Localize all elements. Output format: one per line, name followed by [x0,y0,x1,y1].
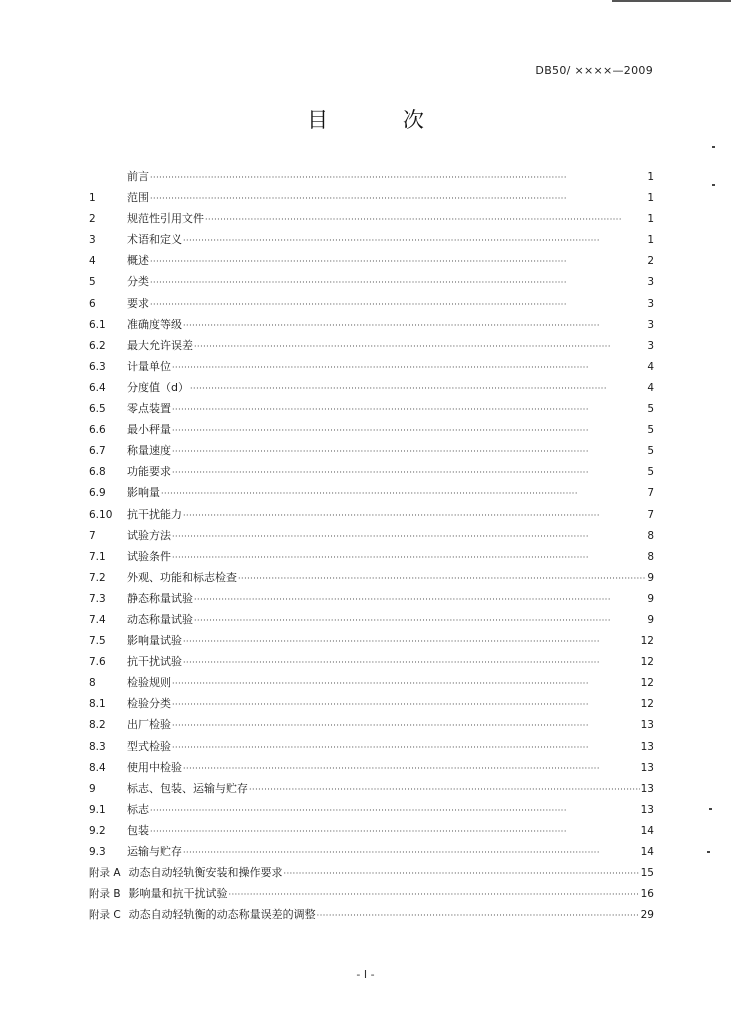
toc-entry-page: 7 [647,487,654,500]
toc-entry-title: 试验条件 [127,549,171,563]
toc-leader-dots [150,272,646,292]
toc-entry-number: 6.1 [89,318,106,331]
toc-entry[interactable] [89,630,654,651]
toc-leader-dots [183,631,640,651]
toc-entry-number: 8.2 [89,719,106,732]
toc-entry[interactable] [89,187,654,208]
toc-entry-number: 9 [89,782,96,795]
toc-leader-dots [190,378,646,398]
toc-leader-dots [229,884,640,904]
toc-entry[interactable] [89,166,654,187]
toc-entry[interactable] [89,335,654,356]
toc-entry-page: 9 [647,571,654,584]
toc-leader-dots [317,905,640,925]
toc-entry-number: 9.3 [89,846,106,858]
toc-entry-number: 5 [89,276,96,289]
toc-entry-page: 13 [640,761,654,774]
toc-entry-page: 1 [647,192,654,205]
toc-entry-page: 13 [640,740,654,753]
toc-entry[interactable] [89,672,654,693]
toc-entry[interactable] [89,314,654,335]
toc-entry-title: 计量单位 [127,359,171,373]
toc-entry[interactable] [89,229,654,250]
toc-entry-number: 7.5 [89,635,106,648]
toc-entry-title: 抗干扰能力 [127,507,182,521]
toc-entry-page: 12 [640,698,654,711]
toc-entry-number: 6.3 [89,360,106,373]
toc-leader-dots [150,251,646,271]
toc-entry[interactable] [89,904,654,925]
toc-leader-dots [194,610,646,630]
toc-entry-number: 7.2 [89,571,106,584]
toc-entry-title: 零点装置 [127,402,171,416]
toc-leader-dots [194,336,646,356]
toc-entry-number: 7.6 [89,656,106,669]
toc-leader-dots [238,568,646,588]
toc-entry-page: 12 [640,635,654,648]
scan-speck [712,184,715,186]
toc-entry-number: 6.6 [89,424,106,437]
toc-entry-page: 14 [640,824,654,837]
toc-entry-title: 标志、包装、运输与贮存 [127,781,248,795]
toc-leader-dots [284,863,640,883]
toc-entry-page: 13 [640,782,654,795]
toc-entry[interactable] [89,250,654,271]
toc-entry-title: 规范性引用文件 [127,212,204,226]
toc-entry-title: 功能要求 [127,465,171,479]
toc-leader-dots [172,420,646,440]
toc-entry[interactable] [89,356,654,377]
toc-entry-title: 抗干扰试验 [127,655,182,669]
toc-entry-title: 运输与贮存 [127,845,182,858]
toc-entry-title: 准确度等级 [127,317,182,331]
toc-leader-dots [183,230,646,250]
toc-entry-title: 试验方法 [127,528,171,542]
toc-entry-page: 9 [647,613,654,626]
toc-entry[interactable] [89,482,654,503]
toc-leader-dots [172,673,640,693]
toc-entry-page: 16 [640,888,654,901]
toc-entry-number: 8.4 [89,761,106,774]
toc-entry-title: 影响量 [127,486,160,500]
toc-entry-page: 4 [647,360,654,373]
toc-entry-number: 4 [89,255,96,268]
toc-entry-title: 最大允许误差 [127,338,193,352]
toc-leader-dots [183,315,646,335]
toc-leader-dots [183,758,640,778]
toc-entry-title: 静态称量试验 [127,591,193,605]
toc-entry-page: 1 [647,213,654,226]
toc-entry-number: 9.2 [89,824,106,837]
toc-entry[interactable] [89,588,654,609]
toc-entry-number: 附录 C [89,909,121,922]
toc-entry-number: 6.5 [89,403,106,416]
toc-entry-title: 动态自动轻轨衡安装和操作要求 [128,866,283,880]
toc-entry[interactable] [89,736,654,757]
toc-entry-title: 术语和定义 [127,233,182,247]
toc-leader-dots [172,715,640,735]
toc-leader-dots [183,505,646,525]
toc-entry[interactable] [89,293,654,314]
toc-entry-page: 13 [640,719,654,732]
toc-entry-number: 8.3 [89,740,106,753]
toc-entry-title: 要求 [127,296,149,310]
toc-leader-dots [150,294,646,314]
toc-entry-title: 使用中检验 [127,760,182,774]
toc-entry-page: 3 [647,339,654,352]
toc-entry-title: 前言 [127,170,149,183]
toc-leader-dots [172,737,640,757]
toc-entry-number: 7.4 [89,613,106,626]
toc-leader-dots [205,209,646,229]
scan-speck [709,808,712,810]
toc-entry[interactable] [89,398,654,419]
toc-entry[interactable] [89,883,654,904]
toc-leader-dots [172,547,646,567]
toc-leader-dots [183,652,640,672]
toc-leader-dots [150,188,646,208]
toc-entry-title: 范围 [127,191,149,205]
toc-entry-page: 14 [640,846,654,858]
toc-entry-page: 1 [647,171,654,183]
toc-entry-page: 5 [647,445,654,458]
toc-entry-number: 附录 B [89,888,121,901]
toc-entry-page: 15 [640,867,654,880]
toc-entry-number: 6 [89,297,96,310]
page-number: - I - [356,968,375,981]
toc-entry[interactable] [89,714,654,735]
toc-entry[interactable] [89,525,654,546]
document-code: DB50/ ××××—2009 [535,64,653,77]
toc-leader-dots [161,483,646,503]
toc-leader-dots [150,821,640,841]
toc-entry-page: 5 [647,403,654,416]
toc-entry-title: 检验分类 [127,697,171,711]
toc-entry-title: 外观、功能和标志检查 [127,570,237,584]
toc-leader-dots [194,589,646,609]
toc-entry[interactable] [89,778,654,799]
toc-entry-number: 3 [89,234,96,247]
toc-entry-page: 5 [647,424,654,437]
toc-leader-dots [150,800,640,820]
toc-entry[interactable] [89,609,654,630]
toc-entry-title: 包装 [127,823,149,837]
toc-entry-title: 分度值（d） [127,380,189,394]
toc-entry[interactable] [89,799,654,820]
toc-leader-dots [172,357,646,377]
toc-entry-title: 影响量试验 [127,634,182,648]
toc-entry[interactable] [89,377,654,398]
toc-entry-number: 6.10 [89,508,113,521]
toc-entry-page: 3 [647,297,654,310]
toc-leader-dots [172,441,646,461]
toc-entry[interactable] [89,440,654,461]
toc-entry[interactable] [89,567,654,588]
scan-speck [712,146,715,148]
toc-entry-number: 7.1 [89,550,106,563]
toc-leader-dots [172,399,646,419]
table-of-contents [89,166,654,925]
toc-entry-number: 6.8 [89,466,106,479]
toc-entry-title: 影响量和抗干扰试验 [128,887,228,901]
toc-entry-number: 2 [89,213,96,226]
toc-leader-dots [150,167,646,187]
toc-entry-page: 5 [647,466,654,479]
toc-entry[interactable] [89,651,654,672]
toc-entry-title: 概述 [127,254,149,268]
toc-entry[interactable] [89,461,654,482]
toc-entry-title: 出厂检验 [127,718,171,732]
toc-entry[interactable] [89,546,654,567]
toc-entry-title: 动态称量试验 [127,612,193,626]
toc-entry[interactable] [89,862,654,883]
toc-entry-number: 附录 A [89,867,121,880]
toc-leader-dots [172,462,646,482]
toc-entry-page: 12 [640,677,654,690]
toc-entry-page: 7 [647,508,654,521]
toc-entry-number: 6.2 [89,339,106,352]
toc-entry-page: 2 [647,255,654,268]
top-border-line [612,0,731,2]
toc-entry-page: 3 [647,318,654,331]
toc-entry-page: 29 [640,909,654,922]
toc-entry-title: 型式检验 [127,739,171,753]
toc-leader-dots [172,526,646,546]
toc-entry-page: 4 [647,381,654,394]
toc-entry[interactable] [89,841,654,862]
toc-entry-page: 9 [647,592,654,605]
toc-entry-page: 12 [640,656,654,669]
toc-entry-title: 动态自动轻轨衡的动态称量误差的调整 [128,908,316,922]
toc-entry[interactable] [89,820,654,841]
toc-entry-number: 6.4 [89,381,106,394]
toc-entry-title: 检验规则 [127,676,171,690]
toc-entry-title: 分类 [127,275,149,289]
toc-leader-dots [249,779,640,799]
toc-entry[interactable] [89,208,654,229]
toc-entry[interactable] [89,271,654,292]
toc-entry-page: 13 [640,803,654,816]
toc-entry-title: 称量速度 [127,444,171,458]
toc-leader-dots [183,842,640,862]
page-title: 目 次 [307,108,458,132]
toc-entry-page: 8 [647,529,654,542]
toc-entry-number: 1 [89,192,96,205]
toc-entry[interactable] [89,757,654,778]
toc-leader-dots [172,694,640,714]
scan-speck [707,851,710,853]
toc-entry-number: 6.7 [89,445,106,458]
toc-entry-title: 最小秤量 [127,423,171,437]
toc-entry-number: 6.9 [89,487,106,500]
toc-entry-number: 8 [89,677,96,690]
toc-entry-number: 7.3 [89,592,106,605]
toc-entry[interactable] [89,693,654,714]
toc-entry-number: 8.1 [89,698,106,711]
toc-entry-page: 1 [647,234,654,247]
toc-entry-page: 8 [647,550,654,563]
toc-entry[interactable] [89,504,654,525]
toc-entry-number: 7 [89,529,96,542]
toc-entry[interactable] [89,419,654,440]
toc-entry-title: 标志 [127,802,149,816]
toc-entry-page: 3 [647,276,654,289]
toc-entry-number: 9.1 [89,803,106,816]
